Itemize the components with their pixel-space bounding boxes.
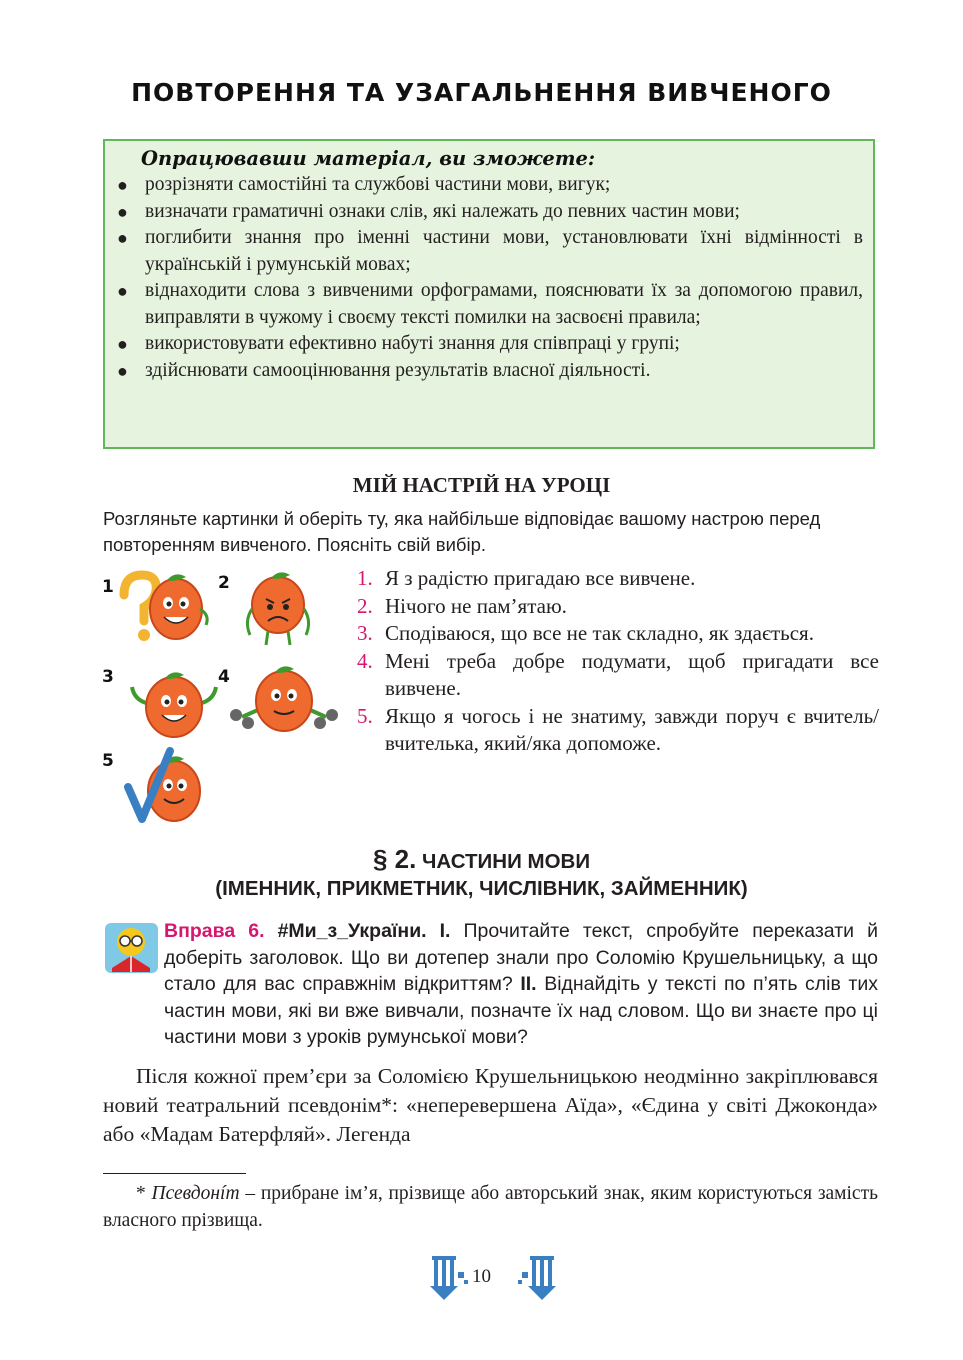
sad-peach-icon [238,569,318,649]
exercise-6-instructions: Вправа 6. #Ми_з_України. I. Прочитайте текст, спробуйте переказати й доберіть заголовок. Що ви дотепер знали про Соломію Крушельницьку, а що стало для вас справжнім відкриттям? II. Віднайдіть у тексті по п’ять слів тих частин мови, які ви вже вивчали, позначте їх над словом. Що ви знаєте про ці частини мови з уроків румунської мови? [164,920,879,1048]
bullet-icon: ● [117,360,128,381]
bullet-icon: ● [117,175,128,195]
mood-option: 4. Мені треба добре подумати, щоб пригадати все вивчене. [357,648,879,700]
bullet-icon: ● [117,201,128,222]
reading-text-paragraph: Після кожної прем’єри за Соломією Крушельницькою неодмінно закріплювався новий театральний псевдонім*: «неперевершена Аїда», «Єдина у світі Джоконда» або «Мадам Батерфляй». Легенда [103,1064,878,1146]
cheerful-peach-icon [126,663,222,745]
picture-number: 4 [218,667,230,687]
page-number: 10 [472,1266,491,1287]
bullet-icon: ● [117,281,128,301]
goal-item: ● визначати граматичні ознаки слів, які належать до певних частин мови; [117,199,863,226]
mood-option: 2. Нічого не пам’ятаю. [357,593,567,618]
mood-option: 1. Я з радістю пригадаю все вивчене. [357,566,696,590]
picture-number: 2 [218,573,230,593]
bullet-icon: ● [117,334,128,354]
section-heading [0,846,963,902]
picture-number: 1 [102,577,114,597]
bullet-icon: ● [117,228,128,248]
picture-number: 5 [102,751,114,771]
section-title-line1: ЧАСТИНИ МОВИ [422,850,591,873]
goals-list [117,172,863,384]
happy-peach-question-icon [116,565,212,647]
exercise-label: Вправа 6. [164,920,265,942]
exercise-tag: #Ми_з_України. [277,920,427,942]
mood-option: 5. Якщо я чогось і не знатиму, завжди поруч є вчитель/вчителька, який/яка допоможе. [357,703,879,755]
footnote: * Псевдонím – прибране ім’я, прізвище або авторський знак, яким користуються замість власного прізвища. [103,1183,879,1231]
goal-item: ● поглибити знання про іменні частини мови, установлювати їхні відмінності в українській і румунській мовах; [117,227,863,275]
goal-item: ● розрізняти самостійні та службові частини мови, вигук; [117,172,863,199]
footnote-divider [103,1173,246,1174]
mood-section-title: МІЙ НАСТРІЙ НА УРОЦІ [352,473,611,497]
picture-number: 3 [102,667,114,687]
mood-pictures [100,565,350,830]
goal-item: ● віднаходити слова з вивченими орфограмами, пояснювати їх за допомогою правил, виправляти в чужому і своєму тексті помилки на засвоєні правила; [117,280,863,328]
footnote-term: Псевдонím [151,1183,240,1204]
learning-goals-box [103,139,875,449]
goal-item: ● здійснювати самооцінювання результатів власної діяльності. [117,358,863,385]
mood-option: 3. Сподіваюся, що все не так складно, як здається. [357,621,814,645]
page-title: ПОВТОРЕННЯ ТА УЗАГАЛЬНЕННЯ ВИВЧЕНОГО [131,78,832,107]
confident-peach-checkmark-icon [122,747,214,829]
goal-item: ● використовувати ефективно набуті знання для співпраці у групі; [117,331,863,358]
reading-student-icon [104,922,159,974]
thinking-peach-dumbbells-icon [228,659,340,743]
section-title-line2: (ІМЕННИК, ПРИКМЕТНИК, ЧИСЛІВНИК, ЗАЙМЕННИК) [215,877,748,900]
mood-instructions: Розгляньте картинки й оберіть ту, яка найбільше відповідає вашому настрою перед повторенням вивченого. Поясніть свій вибір. [103,508,821,555]
mood-options-list [357,565,879,758]
goals-heading: Опрацювавши матеріал, ви зможете: [141,147,596,170]
section-number: § 2. [372,844,417,874]
